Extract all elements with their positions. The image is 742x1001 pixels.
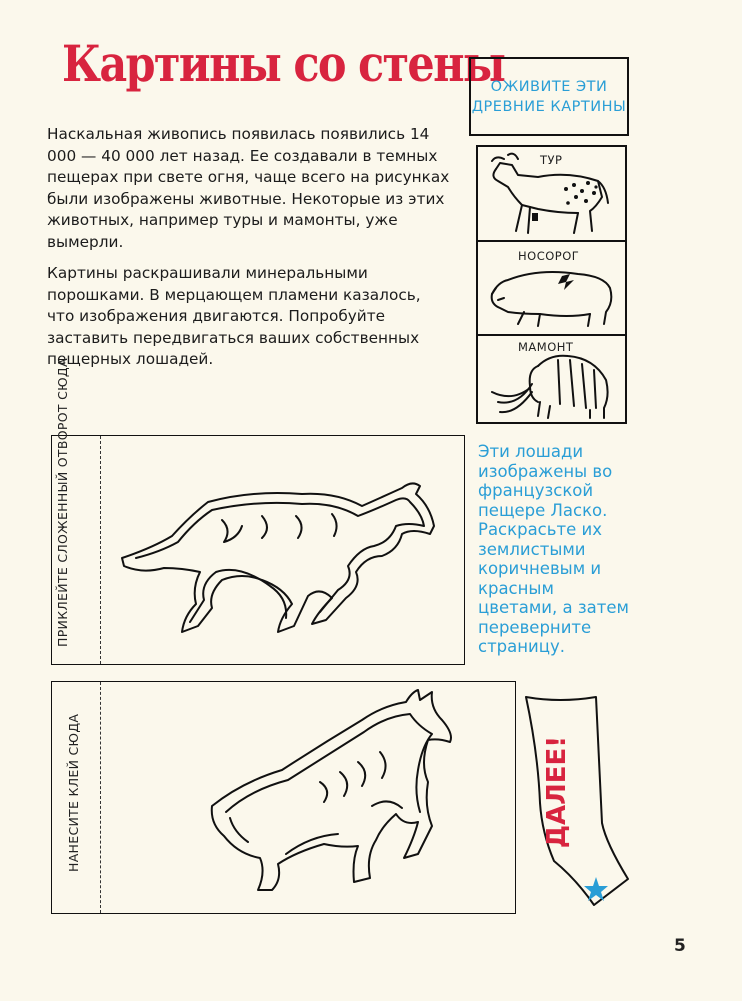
next-label[interactable]: ДАЛЕЕ! [542,735,572,849]
card-instruction: ПРИКЛЕЙТЕ СЛОЖЕННЫЙ ОТВОРОТ СЮДА [55,358,70,647]
animal-aurochs [478,147,625,242]
mammoth-icon [478,336,625,422]
rhinoceros-icon [478,242,625,334]
animal-label: МАМОНТ [518,340,574,354]
animal-label: НОСОРОГ [518,249,580,263]
page-title: Картины со стены [62,34,505,93]
aurochs-icon [478,147,625,240]
cutout-card-fold [51,358,465,665]
fold-line [100,436,101,664]
side-note: Эти лошади изображены во французской пещере Ласко. Раскрасьте их землистыми коричневым и красным цветами, а затем переверните страницу. [478,442,629,656]
intro-paragraph-2: Картины раскрашивали минеральными порошками. В мерцающем пламени казалось, что изображения двигаются. Попробуйте заставить передвигаться ваших собственных пещерных лошадей. [47,264,421,368]
horse-outline-icon [112,476,452,646]
horse-outline-icon [192,686,502,906]
animal-panel [476,145,627,424]
animal-rhinoceros [478,242,625,336]
cutout-card-glue [51,681,516,914]
animal-label: ТУР [540,153,563,167]
promo-box: ОЖИВИТЕ ЭТИ ДРЕВНИЕ КАРТИНЫ [469,57,629,136]
card-instruction: НАНЕСИТЕ КЛЕЙ СЮДА [66,713,81,872]
intro-paragraph-1: Наскальная живопись появилась появились 14 000 — 40 000 лет назад. Ее создавали в темных пещерах при свете огня, чаще всего на рисунках были изображены животные. Некоторые из этих животных, например туры и мамонты, уже вымерли. [47,125,450,251]
fold-line [100,682,101,913]
page-number: 5 [674,936,686,956]
intro-text [47,124,452,381]
animal-mammoth [478,336,625,422]
